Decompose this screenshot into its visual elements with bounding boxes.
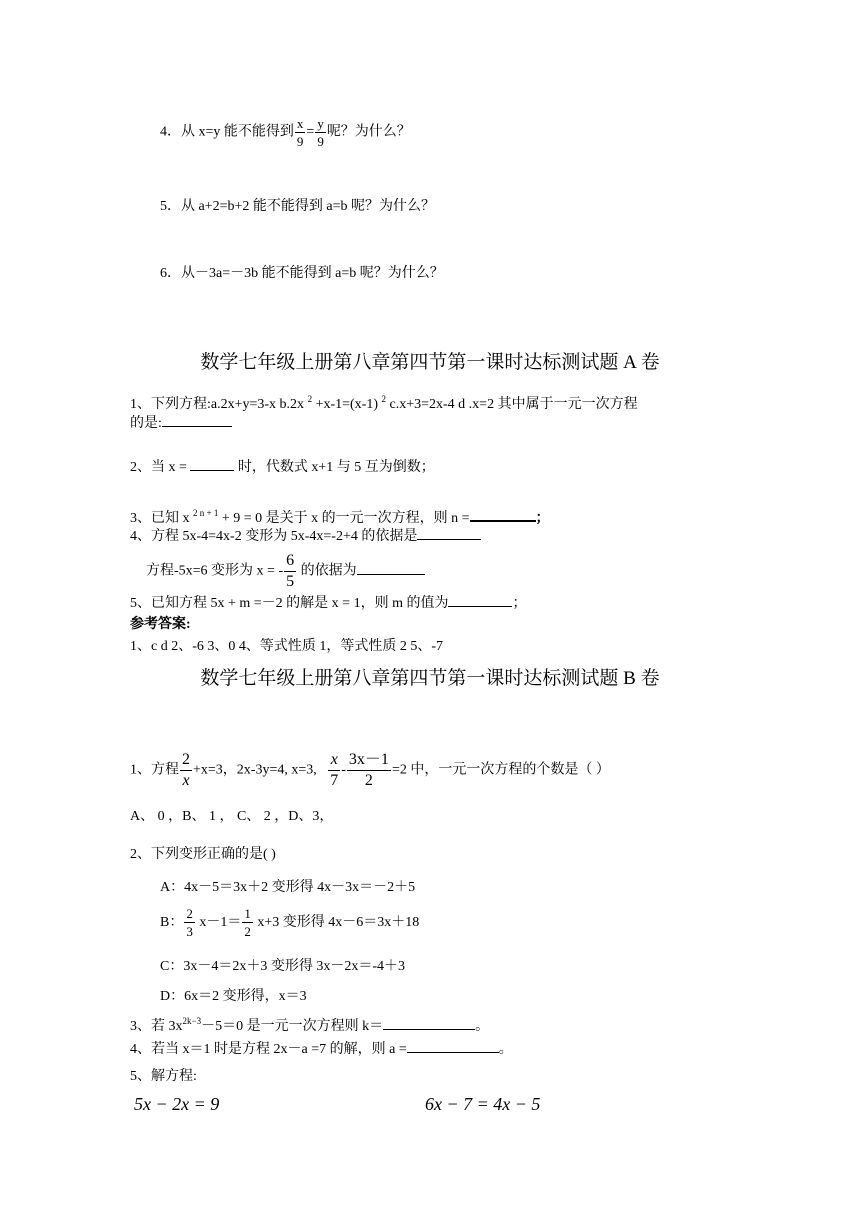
fraction-denominator: 5 [286, 573, 295, 590]
fraction-2-over-x [180, 752, 192, 789]
fraction-x-over-7 [328, 752, 340, 789]
fraction-y-over-9 [315, 117, 326, 148]
text: B： [160, 915, 184, 930]
text: 时，代数式 x+1 与 5 互为倒数； [234, 460, 435, 475]
fraction-numerator: 2 [186, 906, 193, 922]
b-question-2-option-a: A：4x－5＝3x＋2 变形得 4x－3x＝－2＋5 [160, 880, 416, 895]
text: 。 [475, 1019, 490, 1034]
a-question-3 [130, 504, 550, 528]
text: 4、若当 x＝1 时是方程 2x－a =7 的解，则 a = [130, 1042, 407, 1057]
text: x－1＝ [199, 915, 242, 930]
a-question-1-line-2 [130, 414, 232, 433]
fraction-denominator: 2 [244, 924, 251, 940]
fraction-numerator: 2 [180, 752, 192, 771]
fraction-x-over-9 [295, 117, 306, 148]
text: 。 [498, 1042, 513, 1057]
equals-sign: = [306, 124, 315, 140]
answer-blank[interactable] [417, 527, 481, 540]
a-question-2 [130, 458, 435, 477]
fraction-3x-1-over-2 [347, 752, 391, 789]
text: －5＝0 是一元一次方程则 k＝ [201, 1019, 384, 1034]
fraction-numerator: 1 [244, 906, 251, 922]
b-question-5: 5、解方程: [130, 1069, 197, 1084]
text: 1、方程 [130, 762, 179, 778]
text: +x-1=(x-1) [312, 397, 382, 412]
a-question-4-line-2 [146, 553, 425, 590]
fraction-denominator: x [182, 772, 190, 789]
minus-sign: - [341, 762, 346, 778]
exponent: 2 [381, 394, 387, 404]
question-6: 6．从－3a=－3b 能不能得到 a=b 呢？为什么？ [160, 266, 444, 281]
b-question-4 [130, 1040, 513, 1059]
text: 3、已知 x [130, 511, 193, 526]
text: ； [535, 511, 550, 526]
b-question-2-option-d: D：6x＝2 变形得，x＝3 [160, 989, 307, 1004]
fraction-numerator: y [317, 116, 324, 131]
answer-blank[interactable] [383, 1017, 475, 1030]
exponent: 2 [307, 394, 313, 404]
fraction-numerator: x [328, 752, 340, 771]
b-question-2-option-b [160, 906, 419, 940]
text: 的依据为 [297, 563, 357, 579]
text: 3、若 3x [130, 1019, 183, 1034]
b-question-1 [130, 752, 610, 789]
b-question-3 [130, 1012, 489, 1036]
text: 2、当 x = [130, 460, 187, 475]
answer-blank[interactable] [162, 414, 232, 427]
fraction-1-over-2 [242, 907, 253, 938]
answer-blank[interactable] [357, 562, 425, 575]
answer-label: 参考答案: [130, 617, 191, 632]
answer-blank[interactable] [407, 1040, 499, 1053]
answer-blank[interactable] [190, 458, 234, 471]
answer-blank[interactable] [448, 594, 512, 607]
fraction-denominator: 7 [330, 772, 339, 789]
fraction-numerator: 3x－1 [347, 752, 391, 771]
a-question-4-line-1 [130, 527, 481, 546]
fraction-2-over-3 [184, 907, 195, 938]
question-4 [160, 117, 411, 148]
text: 4、方程 5x-4=4x-2 变形为 5x-4x=-2+4 的依据是 [130, 529, 418, 544]
question-4-prefix: 4．从 x=y 能不能得到 [160, 124, 294, 140]
text: ； [512, 596, 527, 611]
question-5: 5．从 a+2=b+2 能不能得到 a=b 呢？为什么？ [160, 199, 436, 214]
text: + 9 = 0 是关于 x 的一元一次方程，则 n = [218, 511, 470, 526]
a-question-1-line-1 [130, 390, 638, 414]
text: 5、已知方程 5x + m =－2 的解是 x = 1，则 m 的值为 [130, 596, 449, 611]
equation-1: 5x − 2x = 9 [134, 1094, 220, 1114]
text: +x=3，2x-3y=4, x=3, [193, 762, 317, 778]
exponent: 2k−3 [182, 1016, 202, 1026]
text: 的是: [130, 416, 162, 431]
section-b-title: 数学七年级上册第八章第四节第一课时达标测试题 B 卷 [200, 668, 660, 689]
text: =2 中，一元一次方程的个数是（ ） [391, 762, 610, 778]
answer-text: 1、c d 2、-6 3、0 4、等式性质 1，等式性质 2 5、-7 [130, 639, 444, 654]
equation-2: 6x − 7 = 4x − 5 [425, 1094, 541, 1114]
fraction-6-over-5 [284, 553, 296, 590]
section-a-title: 数学七年级上册第八章第四节第一课时达标测试题 A 卷 [200, 352, 660, 373]
answer-blank[interactable] [470, 508, 536, 522]
text: c.x+3=2x-4 d .x=2 其中属于一元一次方程 [386, 397, 638, 412]
fraction-denominator: 9 [317, 134, 324, 149]
fraction-denominator: 2 [364, 772, 373, 789]
b-question-2: 2、下列变形正确的是( ) [130, 847, 276, 862]
text: x+3 变形得 4x－6＝3x＋18 [257, 915, 420, 930]
fraction-denominator: 3 [186, 924, 193, 940]
fraction-denominator: 9 [296, 134, 304, 149]
fraction-numerator: x [296, 116, 304, 131]
fraction-numerator: 6 [284, 553, 296, 572]
exponent: 2 n + 1 [193, 508, 219, 518]
text: 方程-5x=6 变形为 x = - [146, 563, 284, 579]
b-question-1-options: A、 0 ，B、 1 ， C、 2 ，D、3， [130, 809, 334, 824]
a-question-5 [130, 594, 526, 613]
b-question-2-option-c: C：3x－4＝2x＋3 变形得 3x－2x＝-4＋3 [160, 959, 405, 974]
text: 1、下列方程:a.2x+y=3-x b.2x [130, 397, 308, 412]
question-4-suffix: 呢？为什么？ [326, 124, 411, 140]
